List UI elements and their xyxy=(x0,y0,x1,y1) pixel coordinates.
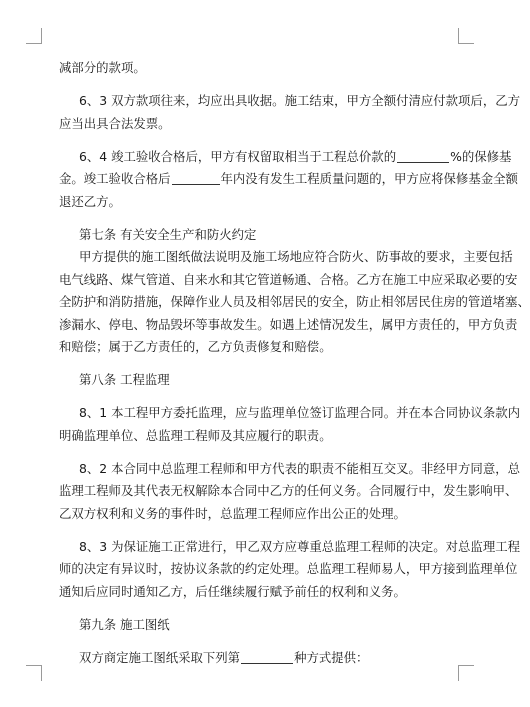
fill-in-blank[interactable] xyxy=(241,649,293,664)
article-9-line xyxy=(59,647,440,670)
paragraph-line: 减部分的款项。 xyxy=(59,60,146,75)
article-7-line: 全防护和消防措施，保障作业人员及相邻居民的安全，防止相邻居民住房的管道堵塞、 xyxy=(59,294,530,309)
clause-6-4-text: 金。竣工验收合格后 xyxy=(59,171,171,186)
clause-8-1-line: 8、1 本工程甲方委托监理，应与监理单位签订监理合同。并在本合同协议条款内 xyxy=(79,405,520,420)
clause-6-4-text: 6、4 竣工验收合格后，甲方有权留取相当于工程总价款的 xyxy=(79,148,397,164)
clause-6-4-text: 年内没有发生工程质量问题的，甲方应将保修基金全额 xyxy=(220,171,518,186)
clause-6-3-line: 应当出具合法发票。 xyxy=(59,115,171,131)
article-7-line: 甲方提供的施工图纸做法说明及施工场地应符合防火、防事故的要求，主要包括 xyxy=(79,249,513,264)
clause-6-3-line: 6、3 双方款项往来，均应出具收据。施工结束，甲方全额付清应付款项后，乙方 xyxy=(79,93,520,108)
clause-8-2-line: 监理工程师及其代表无权解除本合同中乙方的任何义务。合同履行中，发生影响甲、 xyxy=(59,483,518,498)
clause-8-3-line: 师的决定有异议时，按协议条款的约定处理。总监理工程师易人，甲方接到监理单位 xyxy=(59,561,518,576)
document-body xyxy=(59,57,530,669)
clause-8-3-line: 8、3 为保证施工正常进行，甲乙双方应尊重总监理工程师的决定。对总监理工程 xyxy=(79,538,520,554)
article-9-text: 双方商定施工图纸采取下列第 xyxy=(79,649,241,665)
article-8-heading: 第八条 工程监理 xyxy=(79,372,170,387)
fill-in-blank[interactable] xyxy=(172,170,220,185)
clause-8-2-line: 8、2 本合同中总监理工程师和甲方代表的职责不能相互交叉。非经甲方同意，总 xyxy=(79,460,520,476)
clause-6-4-line xyxy=(59,168,518,191)
article-7-line: 和赔偿；属于乙方责任的，乙方负责修复和赔偿。 xyxy=(59,339,332,354)
clause-6-4-line xyxy=(59,146,512,169)
article-9-heading: 第九条 施工图纸 xyxy=(79,616,170,632)
article-7-heading: 第七条 有关安全生产和防火约定 xyxy=(79,226,257,242)
clause-6-4-line: 退还乙方。 xyxy=(59,193,121,209)
clause-8-1-line: 明确监理单位、总监理工程师及其应履行的职责。 xyxy=(59,427,332,443)
article-7-line: 电气线路、煤气管道、自来水和其它管道畅通、合格。乙方在施工中应采取必要的安 xyxy=(59,271,518,287)
article-7-line: 渗漏水、停电、物品毁坏等事故发生。如遇上述情况发生，属甲方责任的，甲方负责 xyxy=(59,316,518,332)
fill-in-blank[interactable] xyxy=(397,148,449,163)
clause-8-2-line: 乙双方权利和义务的事件时，总监理工程师应作出公正的处理。 xyxy=(59,505,406,521)
clause-8-3-line: 通知后应同时通知乙方，后任继续履行赋予前任的权利和义务。 xyxy=(59,583,406,599)
clause-6-4-text: %的保修基 xyxy=(450,148,512,164)
article-9-text: 种方式提供： xyxy=(294,649,369,665)
